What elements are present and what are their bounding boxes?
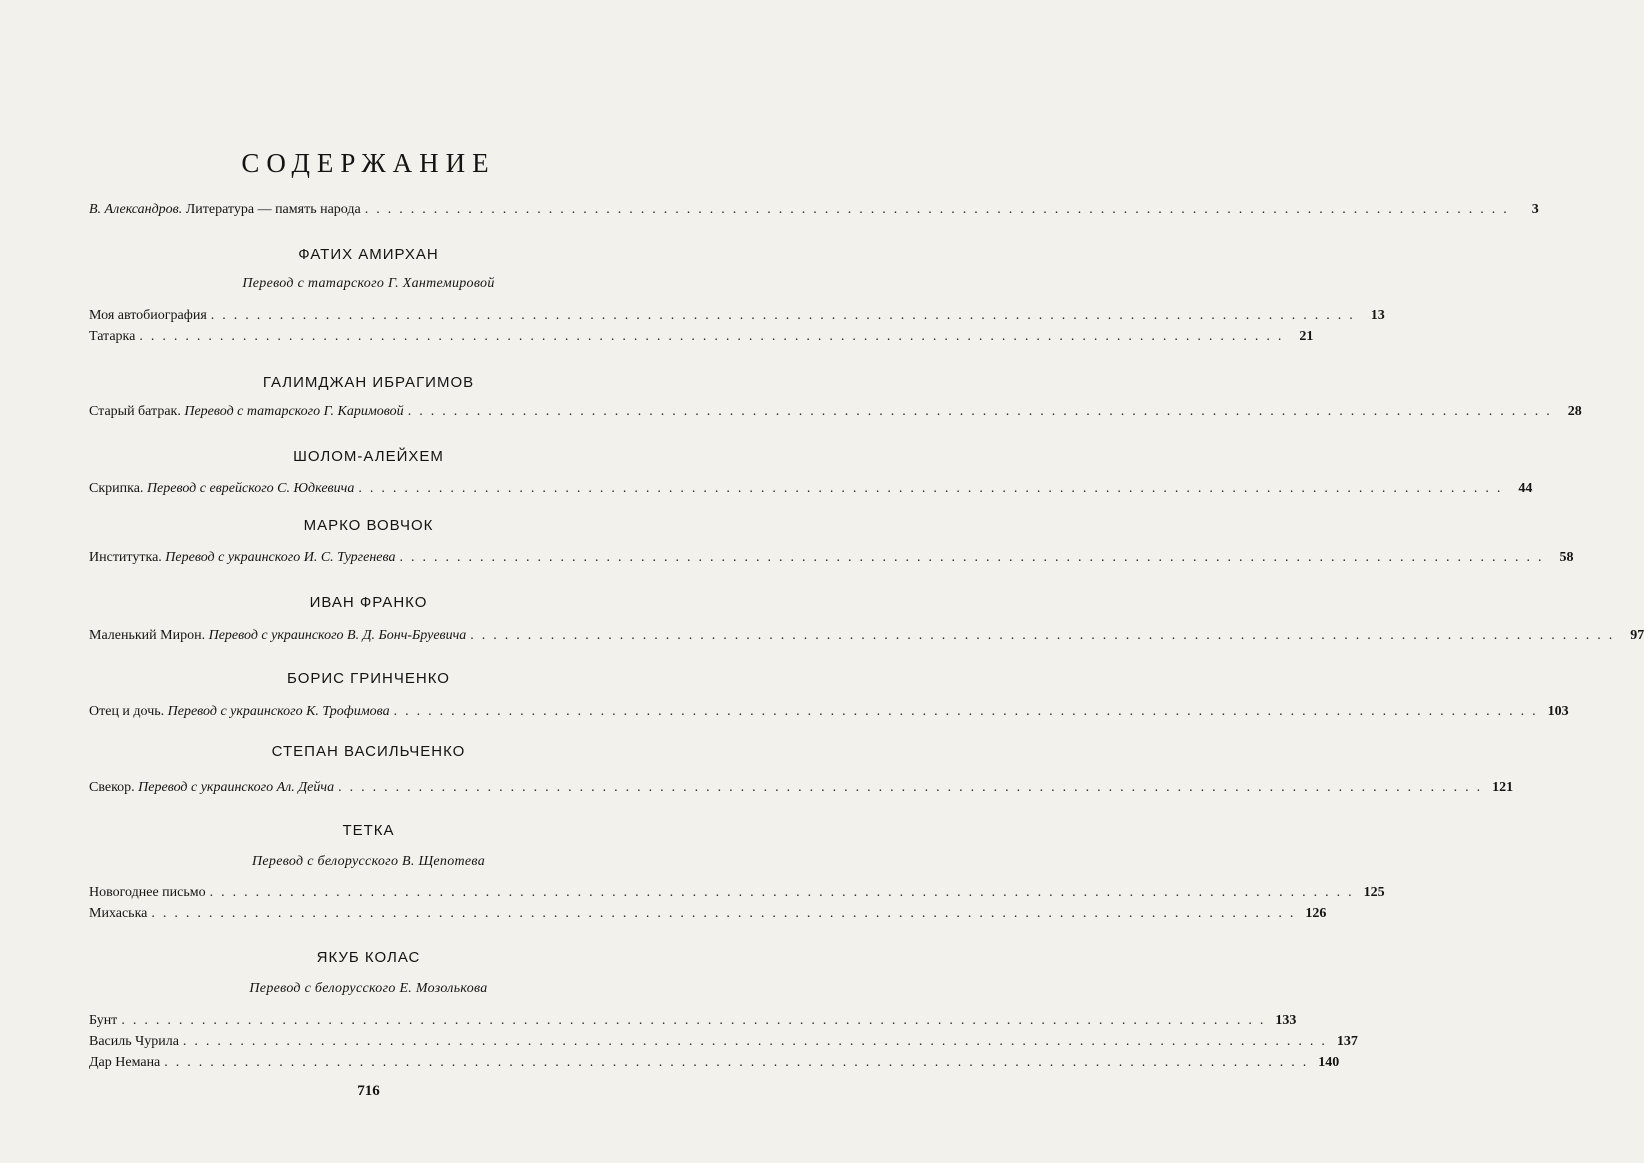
toc-entry-title: Скрипка. — [89, 481, 144, 496]
toc-entry-translator: Перевод с украинского В. Д. Бонч-Бруевича — [208, 628, 467, 643]
leader-dots: .................................................................................................... — [139, 329, 1290, 344]
toc-entry[interactable] — [89, 550, 1574, 570]
toc-entry-label — [89, 780, 334, 796]
leader-dots: .................................................................................................... — [393, 704, 1544, 719]
toc-entry-title: Институтка. — [89, 550, 162, 565]
toc-entry-translator: Перевод с украинского К. Трофимова — [167, 704, 390, 719]
toc-entry[interactable] — [89, 906, 1327, 926]
toc-entry[interactable] — [89, 885, 1385, 905]
toc-entry-title: Свекор. — [89, 780, 135, 795]
toc-entry-title: Татарка — [89, 329, 136, 344]
toc-entry-label — [89, 628, 466, 644]
toc-entry-title: Новогоднее письмо — [89, 885, 206, 900]
toc-entry-label — [89, 550, 395, 566]
leader-dots: .................................................................................................... — [364, 202, 1515, 217]
leader-dots: .................................................................................................... — [358, 481, 1509, 496]
leader-dots: .................................................................................................... — [399, 550, 1550, 565]
leader-dots: .................................................................................................... — [470, 628, 1621, 643]
toc-entry-title: Отец и дочь. — [89, 704, 165, 719]
toc-entry-translator: Перевод с украинского И. С. Тургенева — [165, 550, 396, 565]
toc-entry-translator: Перевод с татарского Г. Каримовой — [184, 404, 404, 419]
toc-entry[interactable] — [89, 1013, 1297, 1033]
section-author: ШОЛОМ-АЛЕЙХЕМ — [293, 448, 444, 465]
leader-dots: .................................................................................................... — [338, 780, 1489, 795]
toc-entry[interactable] — [89, 481, 1533, 501]
toc-entry-page: 44 — [1518, 481, 1533, 496]
toc-entry-label — [89, 404, 404, 420]
section-author: ФАТИХ АМИРХАН — [298, 246, 439, 263]
leader-dots: .................................................................................................... — [151, 906, 1302, 921]
leader-dots: .................................................................................................... — [164, 1055, 1315, 1070]
toc-entry-title: Бунт — [89, 1013, 118, 1028]
leader-dots: .................................................................................................... — [210, 308, 1361, 323]
toc-entry-page: 97 — [1630, 628, 1644, 643]
toc-entry[interactable] — [89, 404, 1582, 424]
leader-dots: .................................................................................................... — [121, 1013, 1272, 1028]
toc-entry-page: 28 — [1567, 404, 1582, 419]
toc-entry-label — [89, 202, 361, 218]
page-title: СОДЕРЖАНИЕ — [241, 148, 496, 178]
toc-entry-page: 58 — [1559, 550, 1574, 565]
toc-entry-title: Литература — память народа — [185, 202, 361, 217]
toc-entry-translator: Перевод с еврейского С. Юдкевича — [146, 481, 355, 496]
toc-entry-page: 133 — [1275, 1013, 1297, 1028]
section-author: ИВАН ФРАНКО — [309, 594, 428, 611]
toc-entry-title: Моя автобиография — [89, 308, 207, 323]
section-author: МАРКО ВОВЧОК — [303, 517, 434, 534]
toc-entry-title: Дар Немана — [89, 1055, 161, 1070]
section-author: ЯКУБ КОЛАС — [316, 949, 421, 966]
section-author: ТЕТКА — [342, 822, 395, 839]
toc-entry[interactable] — [89, 780, 1514, 800]
leader-dots: .................................................................................................... — [209, 885, 1360, 900]
section-author: ГАЛИМДЖАН ИБРАГИМОВ — [262, 374, 475, 391]
toc-entry-title: Василь Чурила — [89, 1034, 179, 1049]
toc-entry[interactable] — [89, 308, 1385, 328]
toc-entry-page: 125 — [1363, 885, 1385, 900]
toc-entry-page: 121 — [1492, 780, 1514, 795]
toc-entry[interactable] — [89, 1034, 1358, 1054]
toc-entry-title: Маленький Мирон. — [89, 628, 206, 643]
toc-entry-page: 13 — [1370, 308, 1385, 323]
section-translator: Перевод с белорусского В. Щепотева — [251, 854, 486, 869]
toc-entry-title: Михаська — [89, 906, 148, 921]
toc-entry-label — [89, 481, 354, 497]
toc-entry[interactable] — [89, 329, 1314, 349]
toc-entry-intro[interactable] — [89, 202, 1539, 222]
page-number: 716 — [357, 1083, 380, 1099]
toc-entry-label — [89, 704, 390, 720]
toc-entry-author: В. Александров. — [89, 202, 183, 217]
toc-entry[interactable] — [89, 1055, 1340, 1075]
toc-entry-page: 126 — [1305, 906, 1327, 921]
section-translator: Перевод с татарского Г. Хантемировой — [242, 276, 495, 291]
section-translator: Перевод с белорусского Е. Мозолькова — [249, 981, 488, 996]
toc-entry-page: 21 — [1299, 329, 1314, 344]
section-author: БОРИС ГРИНЧЕНКО — [287, 670, 450, 687]
toc-entry-page: 103 — [1547, 704, 1569, 719]
section-author: СТЕПАН ВАСИЛЬЧЕНКО — [271, 743, 466, 760]
toc-entry-page: 3 — [1531, 202, 1539, 217]
toc-entry[interactable] — [89, 628, 1644, 648]
leader-dots: .................................................................................................... — [407, 404, 1558, 419]
toc-entry-page: 140 — [1318, 1055, 1340, 1070]
leader-dots: .................................................................................................... — [182, 1034, 1333, 1049]
toc-entry-translator: Перевод с украинского Ал. Дейча — [138, 780, 335, 795]
toc-entry[interactable] — [89, 704, 1569, 724]
toc-entry-page: 137 — [1336, 1034, 1358, 1049]
toc-entry-title: Старый батрак. — [89, 404, 181, 419]
